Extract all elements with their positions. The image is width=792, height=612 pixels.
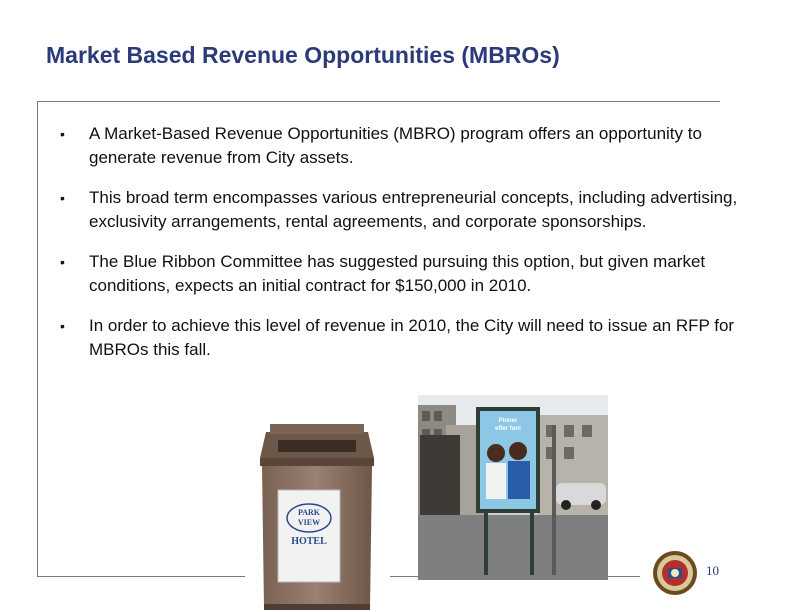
poster-headline-2: effer fun! [495, 426, 521, 432]
frame-left-rule [37, 101, 38, 577]
bullet-item [60, 314, 750, 362]
poster-headline-1: Pinner [498, 418, 518, 424]
bullet-text: A Market-Based Revenue Opportunities (MBRO) program offers an opportunity to generate revenue from City assets. [89, 124, 702, 167]
frame-bottom-rule-left [37, 576, 245, 577]
bullet-icon: • [60, 254, 65, 270]
bullet-list [60, 122, 750, 378]
city-seal-icon [652, 550, 698, 596]
bullet-icon: • [60, 190, 65, 206]
frame-top-rule [37, 101, 720, 102]
can-sign-line-2: VIEW [297, 518, 321, 527]
trash-can-image [252, 418, 382, 610]
bullet-item [60, 186, 750, 234]
bullet-text: In order to achieve this level of revenue in 2010, the City will need to issue an RFP for MBROs this fall. [89, 316, 735, 359]
bullet-icon: • [60, 126, 65, 142]
bullet-item [60, 122, 750, 170]
bullet-icon: • [60, 318, 65, 334]
can-sign-line-3: HOTEL [291, 536, 327, 547]
bullet-text: The Blue Ribbon Committee has suggested pursuing this option, but given market conditions, expects an initial contract for $150,000 in 2010. [89, 252, 706, 295]
can-sign-line-1: PARK [297, 508, 321, 517]
street-poster-photo [418, 395, 608, 580]
page-number: 10 [706, 563, 719, 578]
bullet-text: This broad term encompasses various entrepreneurial concepts, including advertising, exclusivity arrangements, rental agreements, and corporate sponsorships. [89, 188, 738, 231]
slide-title: Market Based Revenue Opportunities (MBROs) [46, 42, 560, 68]
bullet-item [60, 250, 750, 298]
